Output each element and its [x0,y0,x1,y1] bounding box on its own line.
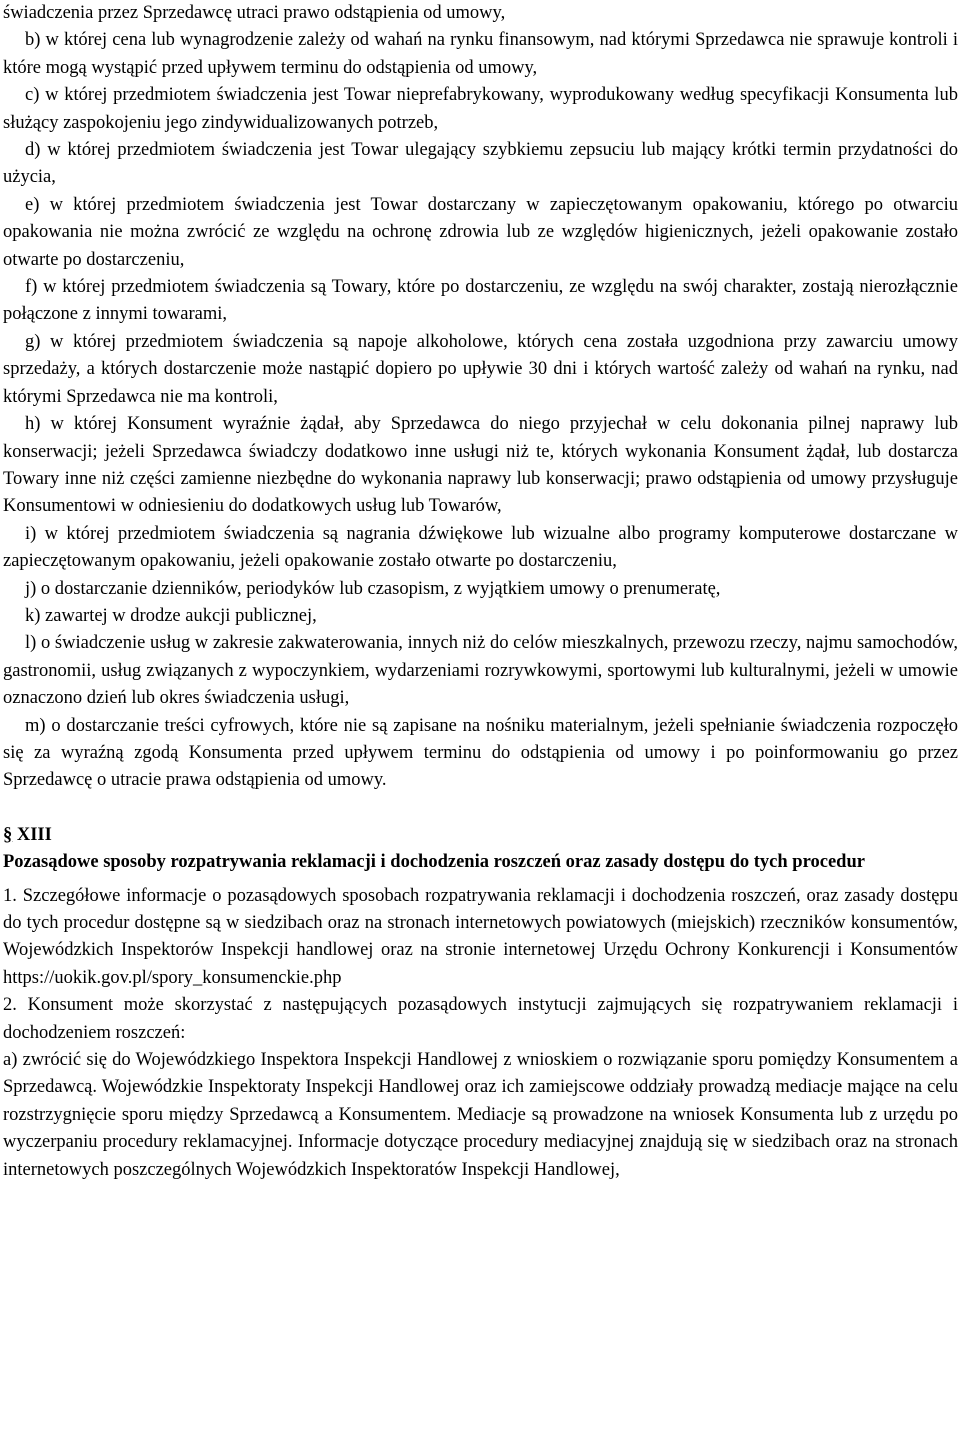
section-paragraph-2a: a) zwrócić się do Wojewódzkiego Inspektora Inspekcji Handlowej z wnioskiem o rozwiązanie sporu pomiędzy Konsumentem a Sprzedawcą. Wojewódzkie Inspektoraty Inspekcji Handlowej oraz ich zamiejscowe oddziały prowadzą mediacje mające na celu rozstrzygnięcie sporu między Sprzedawcą a Konsumentem. Mediacje są prowadzone na wniosek Konsumenta lub z urzędu po wyczerpaniu procedury reklamacyjnej. Informacje dotyczące procedury mediacyjnej znajdują się w siedzibach oraz na stronach internetowych poszczególnych Wojewódzkich Inspektoratów Inspekcji Handlowej, [3,1050,958,1180]
section-number-text: XIII [16,824,52,845]
section-paragraph-1: 1. Szczegółowe informacje o pozasądowych sposobach rozpatrywania reklamacji i dochodzenia roszczeń, oraz zasady dostępu do tych procedur dostępne są w siedzibach oraz na stronach internetowych powiatowych (miejskich) rzeczników konsumentów, Wojewódzkich Inspektorów Inspekcji handlowej oraz na stronie internetowej Urzędu Ochrony Konkurencji i Konsumentów https://uokik.gov.pl/spory_konsumenckie.php [3,885,958,988]
list-item-j: j) o dostarczanie dzienników, periodyków lub czasopism, z wyjątkiem umowy o prenumeratę, [25,578,721,599]
section-number [3,822,958,849]
list-item-f: f) w której przedmiotem świadczenia są Towary, które po dostarczeniu, ze względu na swój charakter, zostają nierozłącznie połączone z innymi towarami, [3,277,958,325]
list-item-h: h) w której Konsument wyraźnie żądał, aby Sprzedawca do niego przyjechał w celu dokonania pilnej naprawy lub konserwacji; jeżeli Sprzedawca świadczy dodatkowo inne usługi niż te, których wykonania Konsument żądał, lub dostarcza Towary inne niż części zamienne niezbędne do wykonania naprawy lub konserwacji; prawo odstąpienia od umowy przysługuje Konsumentowi w odniesieniu do dodatkowych usług lub Towarów, [3,414,958,517]
list-item-d: d) w której przedmiotem świadczenia jest Towar ulegający szybkiemu zepsuciu lub mający krótki termin przydatności do użycia, [3,140,958,188]
list-item-m: m) o dostarczanie treści cyfrowych, które nie są zapisane na nośniku materialnym, jeżeli spełnianie świadczenia rozpoczęło się za wyraźną zgodą Konsumenta przed upływem terminu do odstąpienia od umowy i po poinformowaniu go przez Sprzedawcę o utracie prawa odstąpienia od umowy. [3,715,958,791]
list-item-g: g) w której przedmiotem świadczenia są napoje alkoholowe, których cena została uzgodniona przy zawarciu umowy sprzedaży, a których dostarczenie może nastąpić dopiero po upływie 30 dni i których wartość zależy od wahań na rynku, nad którymi Sprzedawca nie ma kontroli, [3,331,958,407]
intro-line: świadczenia przez Sprzedawcę utraci prawo odstąpienia od umowy, [3,3,506,23]
list-item-b: b) w której cena lub wynagrodzenie zależy od wahań na rynku finansowym, nad którymi Sprzedawca nie sprawuje kontroli i które mogą wystąpić przed upływem terminu do odstąpienia od umowy, [3,30,958,78]
section-spacer [3,795,958,822]
list-item-k: k) zawartej w drodze aukcji publicznej, [25,605,317,626]
section-paragraph-2: 2. Konsument może skorzystać z następujących pozasądowych instytucji zajmujących się rozpatrywaniem reklamacji i dochodzeniem roszczeń: [3,995,958,1043]
list-item-e: e) w której przedmiotem świadczenia jest Towar dostarczany w zapieczętowanym opakowaniu, którego po otwarciu opakowania nie można zwrócić ze względu na ochronę zdrowia lub ze względów higienicznych, jeżeli opakowanie zostało otwarte po dostarczeniu, [3,194,958,270]
document-page [3,0,958,1184]
section-symbol: § [3,824,13,845]
list-item-i: i) w której przedmiotem świadczenia są nagrania dźwiękowe lub wizualne albo programy komputerowe dostarczane w zapieczętowanym opakowaniu, jeżeli opakowanie zostało otwarte po dostarczeniu, [3,523,958,572]
list-item-c: c) w której przedmiotem świadczenia jest Towar nieprefabrykowany, wyprodukowany według specyfikacji Konsumenta lub służący zaspokojeniu jego zindywidualizowanych potrzeb, [3,85,958,133]
section-title: Pozasądowe sposoby rozpatrywania reklamacji i dochodzenia roszczeń oraz zasady dostępu do tych procedur [3,852,865,873]
list-item-l: l) o świadczenie usług w zakresie zakwaterowania, innych niż do celów mieszkalnych, przewozu rzeczy, najmu samochodów, gastronomii, usług związanych z wypoczynkiem, wydarzeniami rozrywkowymi, sportowymi lub kulturalnymi, jeżeli w umowie oznaczono dzień lub okres świadczenia usługi, [3,633,958,709]
